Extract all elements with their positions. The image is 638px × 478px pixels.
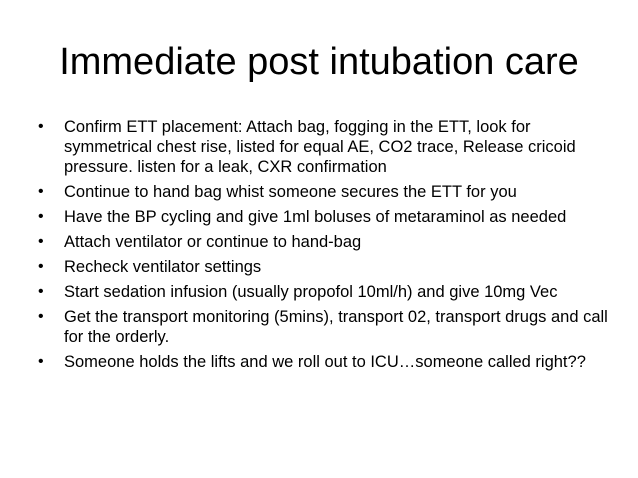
bullet-icon: • — [38, 208, 44, 225]
bullet-icon: • — [38, 118, 44, 135]
bullet-text: Confirm ETT placement: Attach bag, fogging in the ETT, look for symmetrical chest rise, listed for equal AE, CO2 trace, Release cricoid pressure. listen for a leak, CXR confirmation — [64, 118, 576, 176]
bullet-item — [38, 307, 618, 347]
bullet-icon: • — [38, 308, 44, 325]
bullet-item — [38, 257, 618, 277]
bullet-item — [38, 282, 618, 302]
bullet-icon: • — [38, 283, 44, 300]
bullet-icon: • — [38, 258, 44, 275]
bullet-text: Attach ventilator or continue to hand-bag — [64, 233, 362, 251]
bullet-item — [38, 182, 618, 202]
bullet-text: Start sedation infusion (usually propofol 10ml/h) and give 10mg Vec — [64, 283, 558, 301]
bullet-text: Get the transport monitoring (5mins), transport 02, transport drugs and call for the orderly. — [64, 308, 608, 346]
bullet-text: Have the BP cycling and give 1ml boluses of metaraminol as needed — [64, 208, 567, 226]
bullet-item — [38, 232, 618, 252]
bullet-list — [38, 117, 618, 377]
bullet-icon: • — [38, 353, 44, 370]
bullet-text: Recheck ventilator settings — [64, 258, 262, 276]
slide-title: Immediate post intubation care — [59, 41, 579, 83]
bullet-icon: • — [38, 233, 44, 250]
bullet-text: Continue to hand bag whist someone secures the ETT for you — [64, 183, 517, 201]
bullet-item — [38, 207, 618, 227]
bullet-item — [38, 352, 618, 372]
bullet-text: Someone holds the lifts and we roll out to ICU…someone called right?? — [64, 353, 586, 371]
bullet-icon: • — [38, 183, 44, 200]
bullet-item — [38, 117, 618, 177]
